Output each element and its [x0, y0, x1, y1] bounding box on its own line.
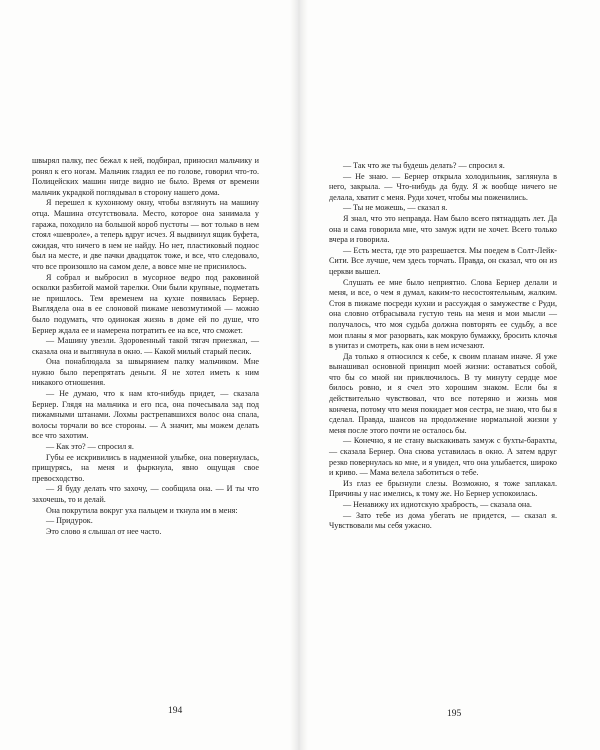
right-page-number: 195	[447, 709, 462, 719]
left-paragraph: Я собрал и выбросил в мусорное ведро под раковиной осколки разбитой мамой тарелки. Они были крупные, подметать не пришлось. Тем временем на кухне появилась Бернер. Выглядела она в ее слоновой пижаме невозмутимой — можно было подумать, что одинокая жизнь в доме ей по душе, что Бернер ждала ее и намерена потратить ее на все, что сможет.	[32, 272, 259, 335]
left-paragraph: швырял палку, пес бежал к ней, подбирал, приносил мальчику и ронял к его ногам. Мальчик гладил ее по голове, говорил что-то. Полицейских машин нигде видно не было. Время от времени мальчик украдкой поглядывал в сторону нашего дома.	[32, 156, 259, 197]
right-paragraph: — Конечно, я не стану выскакивать замуж с бухты-барахты, — сказала Бернер. Она снова уставилась в окно. А затем вдруг резко повернулась ко мне, и я увидел, что она улыбается, широко и криво. — Мама велела заботиться о тебе.	[329, 436, 557, 478]
right-page-text	[329, 161, 557, 532]
left-page-number: 194	[168, 706, 183, 716]
right-paragraph: — Зато тебе из дома убегать не придется, — сказал я. Чувствовали мы себя ужасно.	[329, 510, 557, 531]
right-paragraph: — Ты не можешь, — сказал я.	[343, 203, 448, 213]
right-paragraph: — Так что же ты будешь делать? — спросил я.	[343, 161, 505, 170]
right-paragraph: Да только я относился к себе, к своим планам иначе. Я уже вынашивал основной принцип моей жизни: оставаться собой, что бы со мной ни приключилось. В ту минуту сердце мое билось ровно, и я счел это хорошим знаком. Если бы я действительно чувствовал, что все потеряно и жизнь моя кончена, потому что меня покидает моя сестра, не знаю, что бы я сделал. Правда, шансов на продолжение нормальной жизни у меня после этого почти не осталось бы.	[329, 351, 557, 435]
right-paragraph: Я знал, что это неправда. Нам было всего пятнадцать лет. Да она и сама говорила мне, что замуж идти не хочет. Всего только вчера и говорила.	[329, 213, 557, 245]
left-paragraph: Это слово я слышал от нее часто.	[46, 526, 162, 536]
left-page-text	[32, 156, 259, 537]
right-paragraph: — Есть места, где это разрешается. Мы поедем в Солт-Лейк-Сити. Все лучше, чем здесь торчать. Правда, он сказал, что он из церкви вышел.	[329, 245, 557, 276]
right-paragraph: — Не знаю. — Бернер открыла холодильник, заглянула в него, закрыла. — Что-нибудь да буду. Я ж вообще ничего не делала, хватит с меня. Руди хочет, чтобы мы поженились.	[329, 171, 557, 202]
left-paragraph: Губы ее искривились в надменной улыбке, она повернулась, прищурясь, на меня и фыркнула, явно ощущая свое превосходство.	[32, 452, 259, 483]
left-paragraph: Она понаблюдала за швырянием палку мальчиком. Мне нужно было перепрятать деньги. Я не хотел иметь к ним никакого отношения.	[32, 357, 259, 388]
left-paragraph: — Я буду делать что захочу, — сообщила она. — И ты что захочешь, то и делай.	[32, 484, 259, 504]
left-paragraph: Она покрутила вокруг уха пальцем и ткнула им в меня:	[46, 505, 238, 515]
right-paragraph: Из глаз ее брызнули слезы. Возможно, я тоже заплакал. Причины у нас имелись, к тому же. Но Бернер успокоилась.	[329, 478, 557, 499]
left-paragraph: — Придурок.	[46, 516, 93, 526]
right-paragraph: Слушать ее мне было неприятно. Слова Бернер делали и меня, и все, о чем я думал, каким-то несостоятельным, жалким. Стоя в пижаме посреди кухни и рассуждая о замужестве с Руди, она словно отбрасывала густую тень на меня и мои мысли — получалось, что моя судьба должна повторять ее судьбу, а все мои планы я мог разорвать, как мокрую бумажку, бросить клочья в унитаз и смотреть, как они в нем исчезают.	[329, 277, 557, 351]
left-paragraph: Я перешел к кухонному окну, чтобы взглянуть на машину отца. Машина отсутствовала. Место, которое она занимала у гаража, походило на большой короб пустоты — вот только в нем стоял «шевроле», а теперь вдруг исчез. Я выдвинул ящик буфета, ожидая, что ничего в нем не найду. Но нет, пластиковый поднос был на месте, и две пачки двадцаток тоже, и все, что следовало, что все произошло на самом деле, а вовсе мне не приснилось.	[32, 198, 259, 271]
right-paragraph: — Ненавижу их идиотскую храбрость, — сказала она.	[343, 500, 532, 509]
left-paragraph: — Как это? — спросил я.	[46, 442, 134, 452]
left-paragraph: — Машину увезли. Здоровенный такой тягач приезжал, — сказала она и выглянула в окно. — Какой милый старый песик.	[32, 336, 259, 356]
left-paragraph: — Не думаю, что к нам кто-нибудь придет, — сказала Бернер. Глядя на мальчика и его пса, она почесывала зад под пижамными штанами. Лохмы растрепавшихся волос она спала, волосы торчали во все стороны. — А значит, мы можем делать все что захотим.	[32, 389, 259, 441]
